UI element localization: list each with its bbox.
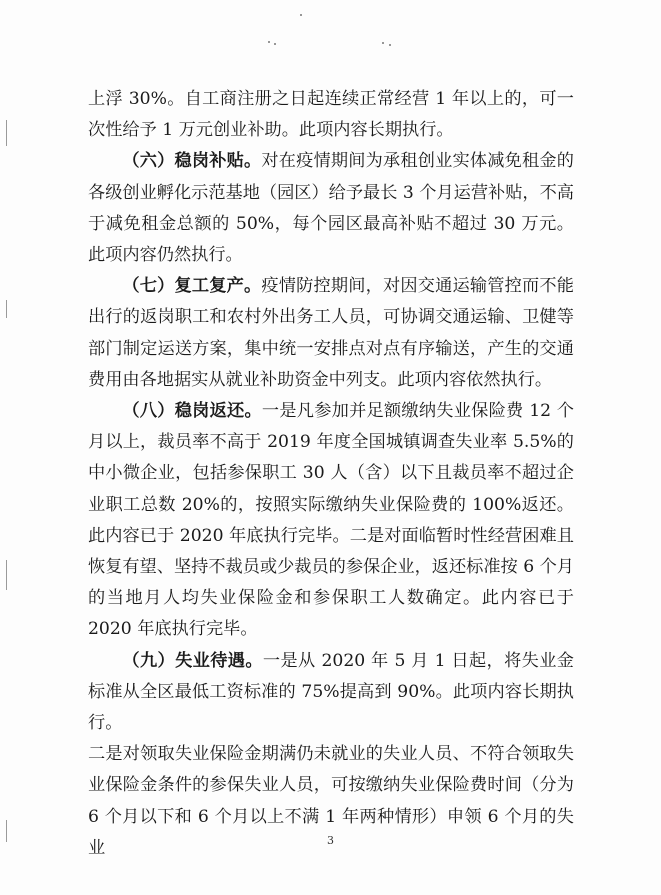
paragraph-text: 一是从 2020 年 5 月 1 日起，将失业金标准从全区最低工资标准的 75%提高到 90%。此项内容长期执行。 <box>88 650 574 734</box>
scan-artifact <box>268 41 270 43</box>
paragraph-text: 对在疫情期间为承租创业实体减免租金的各级创业孵化示范基地（园区）给予最长 3 个月运营补贴，不高于减免租金总额的 50%，每个园区最高补贴不超过 30 万元。此项内容仍然执行。 <box>88 151 574 266</box>
scan-artifact <box>300 14 302 16</box>
paragraph-text: 疫情防控期间，对因交通运输管控而不能出行的返岗职工和农村外出务工人员，可协调交通运输、卫健等部门制定运送方案，集中统一安排点对点有序输送，产生的交通费用由各地据实从就业补助资金中列支。此项内容依然执行。 <box>88 276 574 390</box>
paragraph-heading: （九）失业待遇。 <box>122 650 263 671</box>
paragraph-text: 一是凡参加并足额缴纳失业保险费 12 个月以上，裁员率不高于 2019 年度全国城镇调查失业率 5.5%的中小微企业，包括参保职工 30 人（含）以下且裁员率不超过企业职工总数 20%的，按照实际缴纳失业保险费的 100%返还。此内容已于 2020 年底执行完毕。二是对面临暂时性经营困难且恢复有望、坚持不裁员或少裁员的参保企业，返还标准按 6 个月的当地月人均失业保险金和参保职工人数确定。此内容已于 2020 年底执行完毕。 <box>88 401 574 640</box>
page-number: 3 <box>327 834 334 847</box>
paragraph <box>88 146 574 271</box>
paragraph <box>88 646 574 740</box>
scan-artifact <box>382 42 384 44</box>
paragraph <box>88 84 574 146</box>
scan-artifact <box>389 44 391 46</box>
paragraph <box>88 271 574 396</box>
paragraph-text: 上浮 30%。自工商注册之日起连续正常经营 1 年以上的，可一次性给予 1 万元创业补助。此项内容长期执行。 <box>88 89 574 141</box>
paragraph <box>88 396 574 646</box>
scan-edge-mark <box>6 300 7 318</box>
paragraph-text: 二是对领取失业保险金期满仍未就业的失业人员、不符合领取失业保险金条件的参保失业人员，可按缴纳失业保险费时间（分为 6 个月以下和 6 个月以上不满 1 年两种情形）申领 6 个月的失业 <box>88 744 574 858</box>
body-text <box>88 84 574 864</box>
paragraph-heading: （八）稳岗返还。 <box>122 401 262 422</box>
paragraph-heading: （七）复工复产。 <box>122 276 262 297</box>
scan-edge-mark <box>6 560 7 590</box>
paragraph-heading: （六）稳岗补贴。 <box>122 151 262 172</box>
scan-artifact <box>274 43 276 45</box>
scan-edge-mark <box>6 120 7 146</box>
